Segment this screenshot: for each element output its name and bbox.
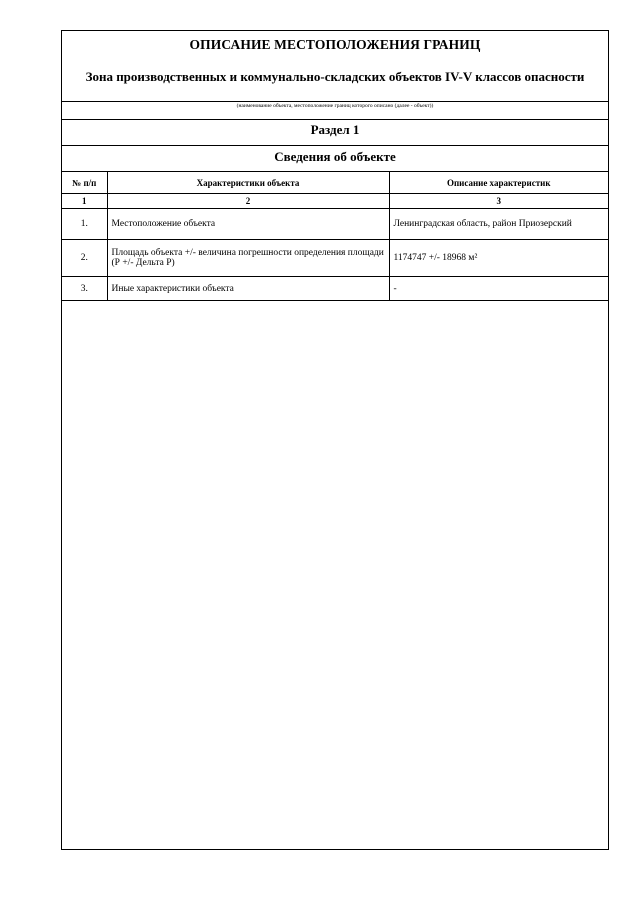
column-header: Описание характеристик: [389, 172, 608, 194]
column-number-row: [62, 194, 608, 209]
divider: [62, 119, 608, 120]
row-characteristic: Площадь объекта +/- величина погрешности определения площади (Р +/- Дельта Р): [107, 240, 389, 277]
row-description: -: [389, 277, 608, 301]
row-description: Ленинградская область, район Приозерский: [389, 209, 608, 240]
section-title: Раздел 1: [310, 122, 360, 137]
object-name-caption: (наименование объекта, местоположение границ которого описано (далее - объект)): [236, 103, 434, 109]
row-characteristic: Местоположение объекта: [107, 209, 389, 240]
row-description: 1174747 +/- 18968 м²: [389, 240, 608, 277]
column-number: 3: [389, 194, 608, 209]
divider: [62, 145, 608, 146]
table-row: [62, 277, 608, 301]
section-subtitle: Сведения об объекте: [274, 149, 396, 164]
column-number: 2: [107, 194, 389, 209]
column-header: № п/п: [62, 172, 107, 194]
document-frame: [61, 30, 609, 850]
row-number: 1.: [62, 209, 107, 240]
document-title: ОПИСАНИЕ МЕСТОПОЛОЖЕНИЯ ГРАНИЦ: [189, 37, 481, 52]
object-name-underline: [62, 101, 608, 102]
table-row: [62, 209, 608, 240]
object-name: Зона производственных и коммунально-складских объектов IV-V классов опасности: [85, 69, 585, 84]
row-number: 3.: [62, 277, 107, 301]
row-number: 2.: [62, 240, 107, 277]
column-number: 1: [62, 194, 107, 209]
column-header: Характеристики объекта: [107, 172, 389, 194]
object-info-table: [62, 171, 608, 301]
table-row: [62, 240, 608, 277]
row-characteristic: Иные характеристики объекта: [107, 277, 389, 301]
table-header-row: [62, 172, 608, 194]
